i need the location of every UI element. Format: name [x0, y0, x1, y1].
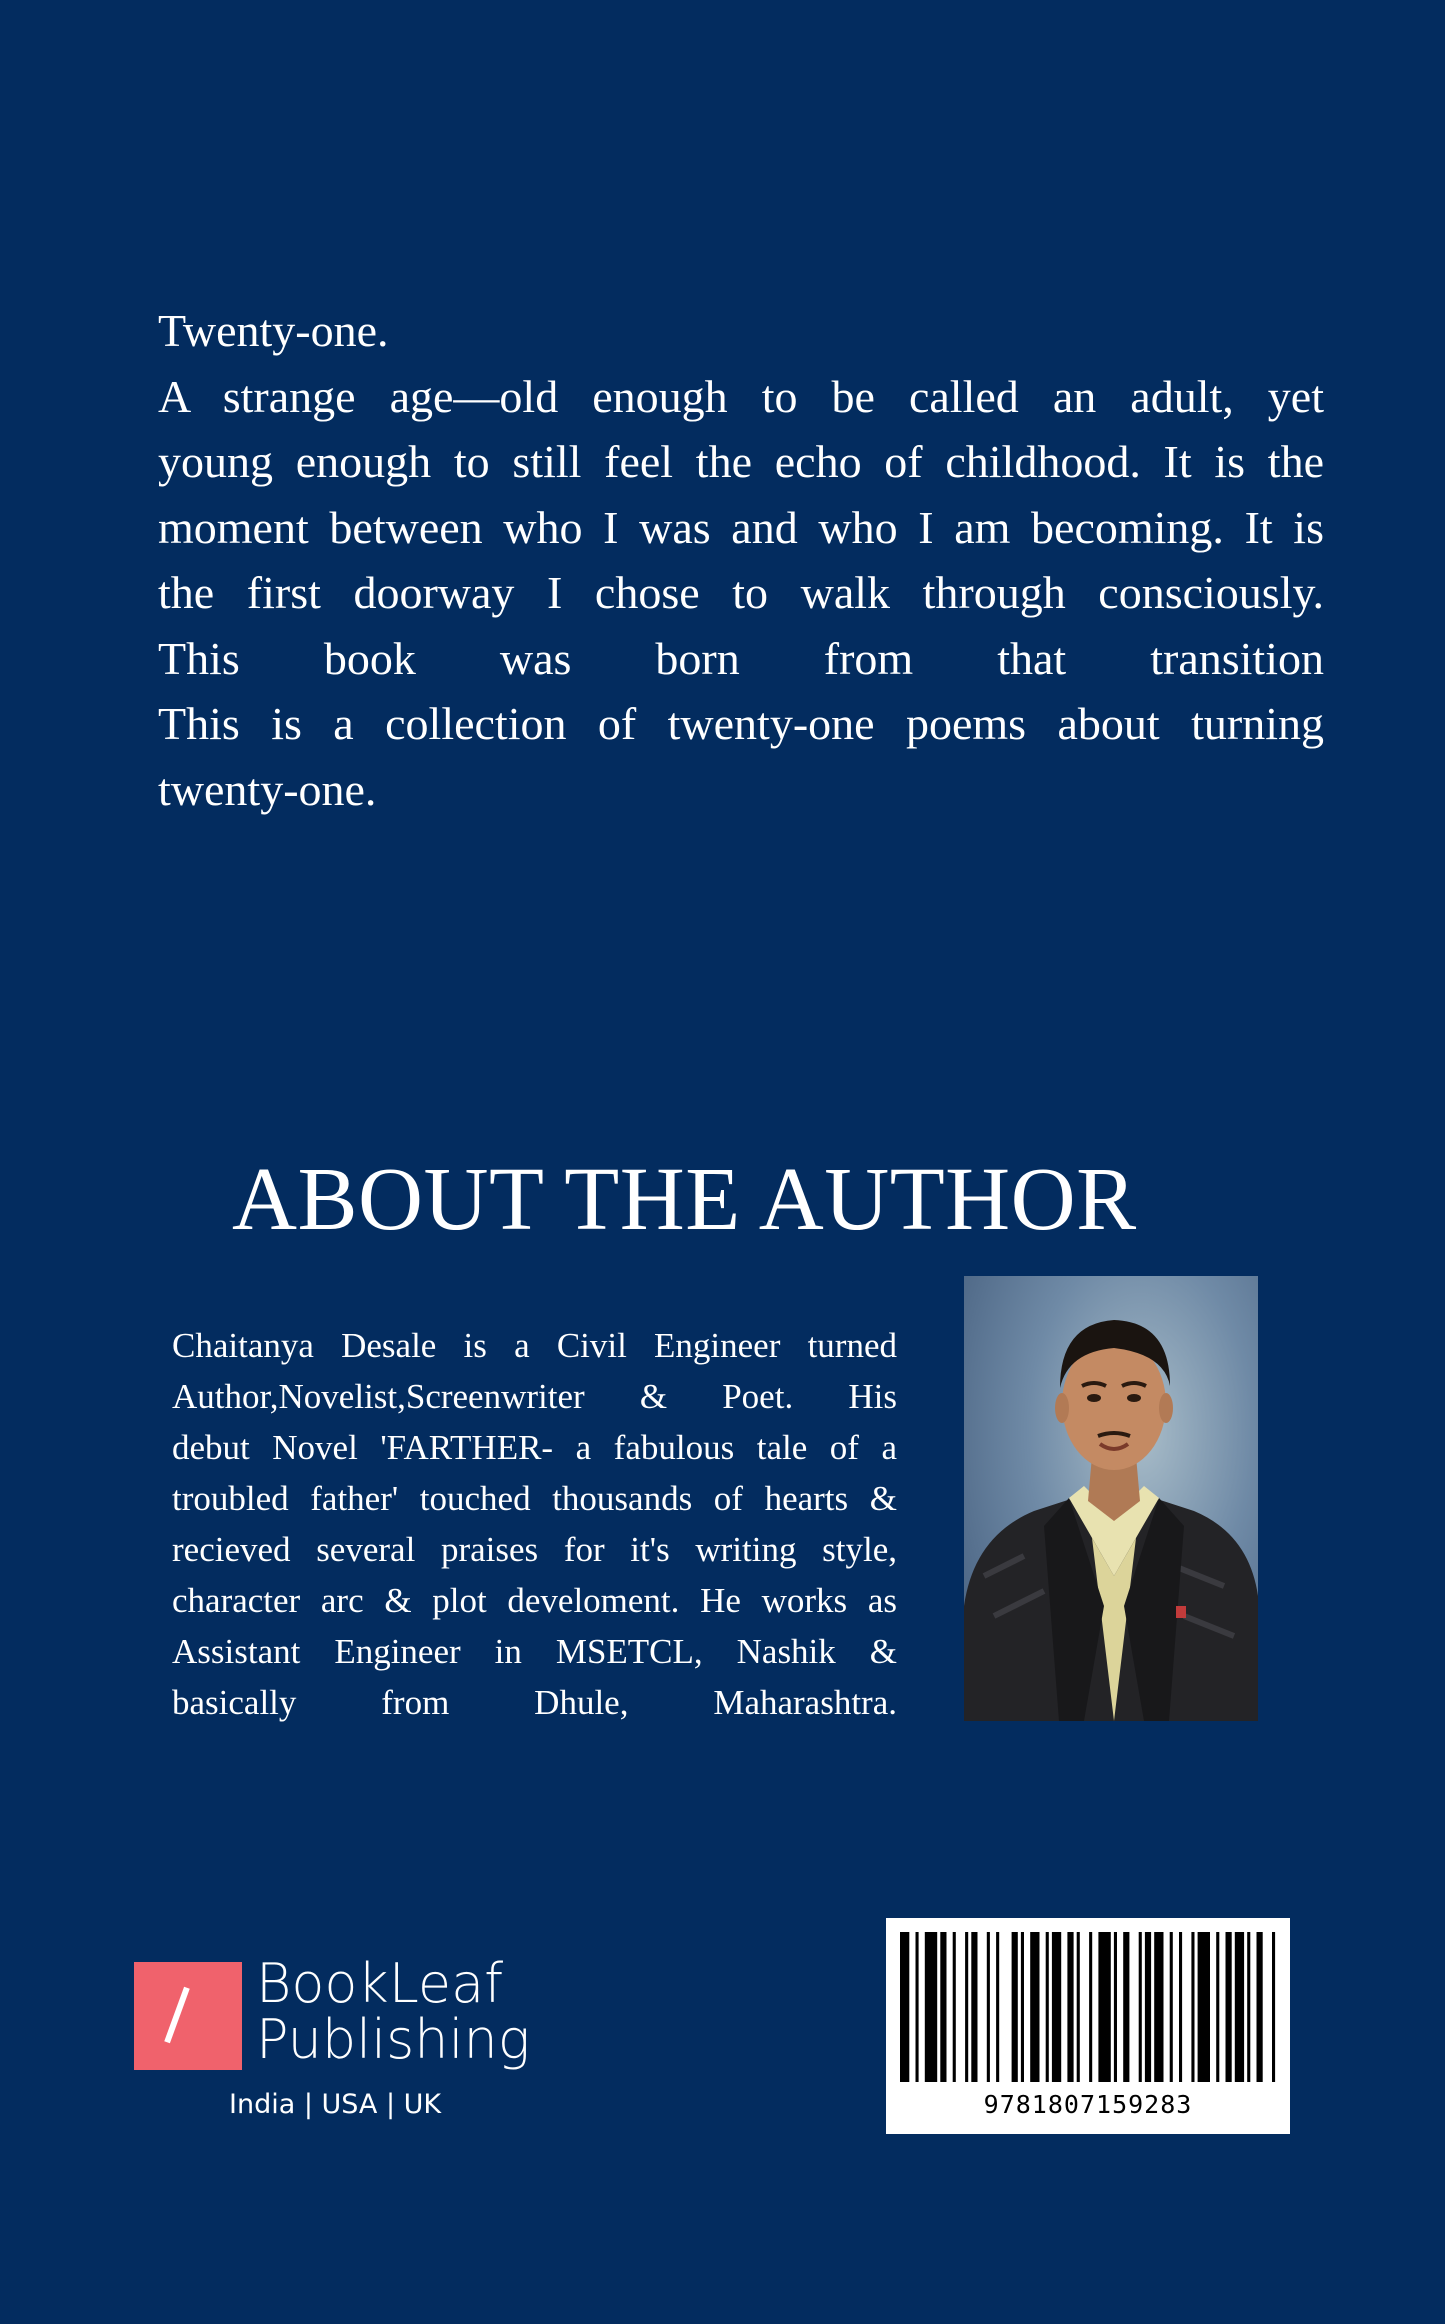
blurb-line: This is a collection of twenty-one poems about turning [158, 698, 1324, 749]
publisher-name-line2: Publishing [256, 2008, 531, 2071]
blurb [158, 298, 1324, 822]
blurb-line: moment between who I was and who I am becoming. It is [158, 501, 1324, 553]
blurb-line: A strange age—old enough to be called an adult, yet [158, 370, 1324, 422]
bio-line: basically from Dhule, Maharashtra. [172, 1683, 897, 1722]
author-bio [172, 1320, 897, 1728]
bio-line: Chaitanya Desale is a Civil Engineer turned [172, 1326, 897, 1365]
bio-line: Assistant Engineer in MSETCL, Nashik & [172, 1632, 897, 1671]
isbn-barcode [886, 1918, 1290, 2134]
bio-line: troubled father' touched thousands of hearts & [172, 1479, 897, 1518]
bio-line: debut Novel 'FARTHER- a fabulous tale of a [172, 1428, 897, 1467]
about-author-heading: ABOUT THE AUTHOR [232, 1150, 1137, 1249]
bio-line: character arc & plot develoment. He works as [172, 1581, 897, 1620]
logo-mark-icon [134, 1962, 242, 2070]
blurb-line: the first doorway I chose to walk through consciously. [158, 567, 1324, 618]
author-photo [964, 1276, 1258, 1721]
blurb-line: young enough to still feel the echo of childhood. It is the [158, 436, 1324, 487]
bio-line: Author,Novelist,Screenwriter & Poet. His [172, 1377, 897, 1416]
bio-line: recieved several praises for it's writing style, [172, 1530, 897, 1569]
blurb-line: Twenty-one. [158, 305, 389, 356]
blurb-line: This book was born from that transition [158, 632, 1324, 684]
publisher-regions: India | USA | UK [229, 2089, 442, 2120]
publisher-name [256, 1952, 531, 2071]
publisher-name-line1: BookLeaf [256, 1952, 504, 2015]
blurb-line: twenty-one. [158, 763, 377, 815]
isbn-number: 9781807159283 [983, 2090, 1193, 2119]
